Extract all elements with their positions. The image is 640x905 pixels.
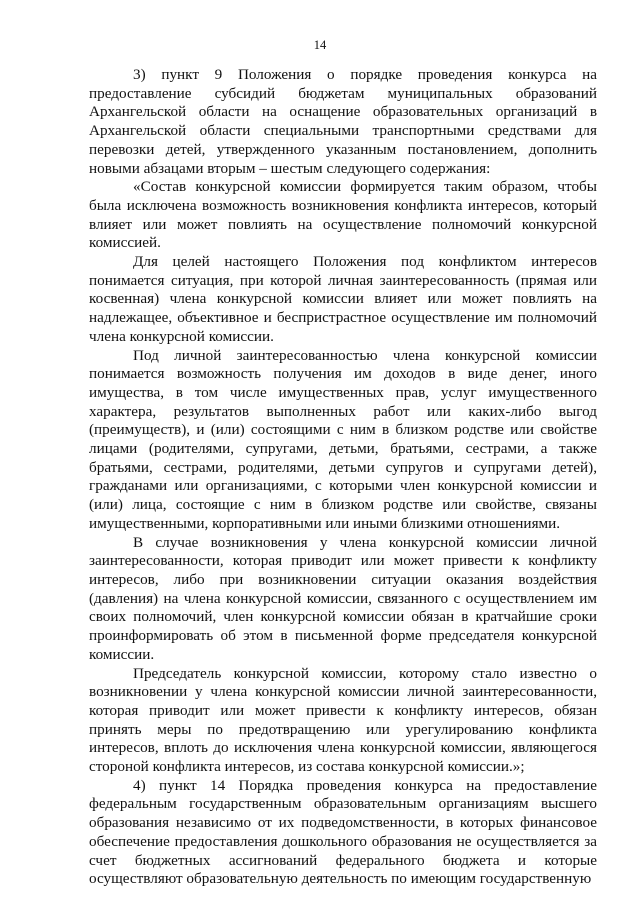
paragraph-chairman-measures: Председатель конкурсной комиссии, которому стало известно о возникновении у члена конкурсной комиссии личной заинтересованности, которая приводит или может привести к конфликту интересов, обязан принять меры по предотвращению или урегулированию конфликта интересов, вплоть до исключения члена конкурсной комиссии, являющегося стороной конфликта интересов, из состава конкурсной комиссии.»; [89,664,597,776]
paragraph-item-3: 3) пункт 9 Положения о порядке проведения конкурса на предоставление субсидий бюджетам муниципальных образований Архангельской области на оснащение образовательных организаций в Архангельской области специальными транспортными средствами для перевозки детей, утвержденного указанным постановлением, дополнить новыми абзацами вторым – шестым следующего содержания: [89,66,597,177]
paragraph-conflict-definition: Для целей настоящего Положения под конфликтом интересов понимается ситуация, при которой личная заинтересованность (прямая или косвенная) члена конкурсной комиссии влияет или может повлиять на надлежащее, объективное и беспристрастное осуществление им полномочий члена конкурсной комиссии. [89,253,597,345]
page-number: 14 [313,38,327,52]
document-body [89,66,597,889]
paragraph-notification-duty: В случае возникновения у члена конкурсной комиссии личной заинтересованности, которая приводит или может привести к конфликту интересов, либо при возникновении ситуации оказания воздействия (давления) на члена конкурсной комиссии, связанного с осуществлением им своих полномочий, член конкурсной комиссии обязан в кратчайшие сроки проинформировать об этом в письменной форме председателя конкурсной комиссии. [89,533,597,663]
paragraph-commission-composition: «Состав конкурсной комиссии формируется таким образом, чтобы была исключена возможность возникновения конфликта интересов, который влияет или может повлиять на осуществление полномочий конкурсной комиссией. [89,178,597,252]
paragraph-item-4: 4) пункт 14 Порядка проведения конкурса на предоставление федеральным государственным образовательным организациям высшего образования независимо от их подведомственности, в которых финансовое обеспечение предоставления дошкольного образования не осуществляется за счет бюджетных ассигнований федерального бюджета и которые осуществляют образовательную деятельность по имеющим государственную [89,776,597,888]
paragraph-personal-interest: Под личной заинтересованностью члена конкурсной комиссии понимается возможность получения им доходов в виде денег, иного имущества, в том числе имущественных прав, услуг имущественного характера, результатов выполненных работ или каких-либо выгод (преимуществ), и (или) состоящими с ним в близком родстве или свойстве лицами (родителями, супругами, детьми, братьями, сестрами, а также братьями, сестрами, родителями, детьми супругов и супругами детей), гражданами или организациями, с которыми член конкурсной комиссии и (или) лица, состоящие с ним в близком родстве или свойстве, связаны имущественными, корпоративными или иными близкими отношениями. [89,346,597,532]
